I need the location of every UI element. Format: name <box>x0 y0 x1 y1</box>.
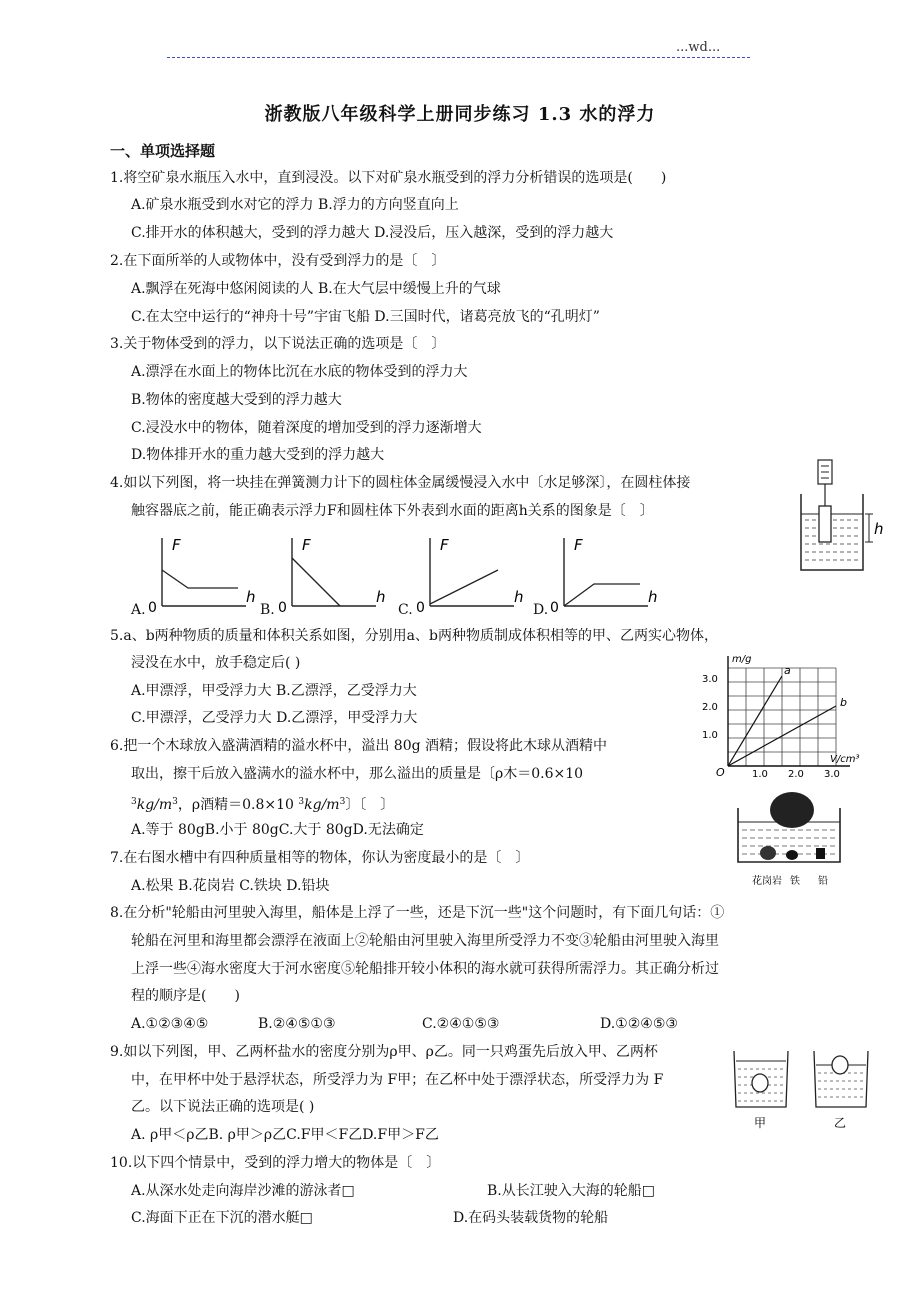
q4-stem-line2: 触容器底之前，能正确表示浮力F和圆柱体下外表到水面的距离h关系的图象是〔 〕 <box>131 503 654 519</box>
q5-options-ab: A.甲漂浮，甲受浮力大 B.乙漂浮，乙受浮力大 <box>131 683 417 699</box>
q9-line3: 乙。以下说法正确的选项是( ) <box>131 1099 315 1115</box>
q5-xtick-2: 2.0 <box>788 769 804 780</box>
q8-option-c: C.②④①⑤③ <box>422 1016 500 1032</box>
q8-option-a: A.①②③④⑤ <box>131 1016 209 1032</box>
q9-options: A. ρ甲＜ρ乙B. ρ甲＞ρ乙C.F甲＜F乙D.F甲＞F乙 <box>131 1127 439 1143</box>
q4-graph-c <box>414 530 534 616</box>
q6-text-mid: ，ρ酒精＝0.8×10 <box>177 797 299 813</box>
q4-graph-a <box>146 530 266 616</box>
q4c-o: 0 <box>416 600 425 616</box>
q7-fig-granite: 花岗岩 <box>752 876 782 887</box>
q3-option-c: C.浸没水中的物体，随着深度的增加受到的浮力逐渐增大 <box>131 420 482 436</box>
q4-graph-b <box>276 530 396 616</box>
q6-stem-line1: 6.把一个木球放入盛满酒精的溢水杯中，溢出 80g 酒精；假设将此木球从酒精中 <box>110 738 608 754</box>
q6-exp-2: 3 <box>172 797 178 807</box>
q8-line1: 8.在分析"轮船由河里驶入海里，船体是上浮了一些，还是下沉一些"这个问题时，有下面几句话：① <box>110 905 725 921</box>
q4d-o: 0 <box>550 600 559 616</box>
q4-fig-h-label: h <box>874 520 884 538</box>
q1-options-ab: A.矿泉水瓶受到水对它的浮力 B.浮力的方向竖直向上 <box>131 197 459 213</box>
q6-unit-2: kg/m <box>304 797 340 813</box>
q7-options: A.松果 B.花岗岩 C.铁块 D.铅块 <box>131 878 330 894</box>
q5-ytick-1: 1.0 <box>702 730 718 741</box>
q6-unit-1: kg/m <box>136 797 173 813</box>
section-heading: 一、单项选择题 <box>110 142 216 160</box>
q5-ytick-2: 2.0 <box>702 702 718 713</box>
q1-stem: 1.将空矿泉水瓶压入水中，直到浸没。以下对矿泉水瓶受到的浮力分析错误的选项是( ) <box>110 170 667 186</box>
q10-stem: 10.以下四个情景中，受到的浮力增大的物体是〔 〕 <box>110 1155 441 1171</box>
q4b-o: 0 <box>278 600 287 616</box>
q4-label-a: A. <box>131 602 146 618</box>
q4-label-b: B. <box>260 602 275 618</box>
q10-option-d: D.在码头装载货物的轮船 <box>453 1210 609 1226</box>
q8-option-b: B.②④⑤①③ <box>258 1016 336 1032</box>
q8-line4: 程的顺序是( ) <box>131 988 240 1004</box>
q10-option-a: A.从深水处走向海岸沙滩的游泳者□ <box>131 1183 355 1199</box>
q6-stem-line3 <box>131 792 394 815</box>
q7-water-tank-figure <box>730 780 850 890</box>
lead-icon <box>816 848 825 859</box>
q3-option-b: B.物体的密度越大受到的浮力越大 <box>131 392 342 408</box>
q5-series-a: a <box>784 664 791 677</box>
q4a-h: h <box>246 588 256 606</box>
q6-exp-4: 3 <box>339 797 346 807</box>
q5-series-b: b <box>840 696 847 709</box>
q9-line1: 9.如以下列图，甲、乙两杯盐水的密度分别为ρ甲、ρ乙。同一只鸡蛋先后放入甲、乙两杯 <box>110 1044 658 1060</box>
q4-label-d: D. <box>533 602 549 618</box>
q8-line2: 轮船在河里和海里都会漂浮在液面上②轮船由河里驶入海里所受浮力不变③轮船由河里驶入海里 <box>131 933 719 949</box>
header-dashed-line <box>167 57 750 58</box>
header-mark: ...wd... <box>676 40 721 55</box>
q5-options-cd: C.甲漂浮，乙受浮力大 D.乙漂浮，甲受浮力大 <box>131 710 418 726</box>
q4-stem-line1: 4.如以下列图，将一块挂在弹簧测力计下的圆柱体金属缓慢浸入水中〔水足够深〕，在圆柱体接 <box>110 475 691 491</box>
q6-exp-3: 3 <box>298 797 305 807</box>
q7-fig-lead: 铅 <box>818 876 828 887</box>
q5-xlabel: V/cm³ <box>830 754 860 765</box>
q5-xtick-3: 3.0 <box>824 769 840 780</box>
q9-fig-label-yi: 乙 <box>834 1116 847 1130</box>
q4c-h: h <box>514 588 524 606</box>
q2-stem: 2.在下面所举的人或物体中，没有受到浮力的是〔 〕 <box>110 253 446 269</box>
q5-stem-line1: 5.a、b两种物质的质量和体积关系如图，分别用a、b两种物质制成体积相等的甲、乙两实心物体， <box>110 628 718 644</box>
page-title: 浙教版八年级科学上册同步练习 1.3 水的浮力 <box>264 104 656 125</box>
q5-xtick-1: 1.0 <box>752 769 768 780</box>
q5-origin: O <box>716 766 725 779</box>
q7-fig-iron: 铁 <box>790 876 800 887</box>
q4d-f: F <box>574 536 583 554</box>
q6-options: A.等于 80gB.小于 80gC.大于 80gD.无法确定 <box>131 822 424 838</box>
granite-icon <box>760 846 776 860</box>
q4a-f: F <box>172 536 181 554</box>
pinecone-icon <box>770 792 814 828</box>
q6-stem-line2: 取出，擦干后放入盛满水的溢水杯中，那么溢出的质量是〔ρ木＝0.6×10 <box>131 766 584 782</box>
q10-option-c: C.海面下正在下沉的潜水艇□ <box>131 1210 313 1226</box>
egg-icon <box>832 1056 848 1074</box>
q4c-f: F <box>440 536 449 554</box>
q5-ytick-3: 3.0 <box>702 674 718 685</box>
q5-ylabel: m/g <box>732 654 752 665</box>
q10-option-b: B.从长江驶入大海的轮船□ <box>487 1183 655 1199</box>
egg-icon <box>752 1074 768 1092</box>
q4b-f: F <box>302 536 311 554</box>
q5-mass-volume-graph <box>700 650 860 780</box>
q4-beaker-figure <box>795 458 887 578</box>
q8-line3: 上浮一些④海水密度大于河水密度⑤轮船排开较小体积的海水就可获得所需浮力。其正确分析过 <box>131 961 719 977</box>
q2-options-cd: C.在太空中运行的“神舟十号”宇宙飞船 D.三国时代，诸葛亮放飞的“孔明灯” <box>131 309 600 325</box>
q1-options-cd: C.排开水的体积越大，受到的浮力越大 D.浸没后，压入越深，受到的浮力越大 <box>131 225 614 241</box>
q6-exp-1: 3 <box>131 797 137 807</box>
q4-label-c: C. <box>398 602 413 618</box>
q6-text-end: 〕〔 〕 <box>345 797 395 813</box>
q4b-h: h <box>376 588 386 606</box>
q3-option-d: D.物体排开水的重力越大受到的浮力越大 <box>131 447 385 463</box>
q8-option-d: D.①②④⑤③ <box>600 1016 678 1032</box>
q9-cups-figure <box>728 1045 878 1135</box>
q4a-o: 0 <box>148 600 157 616</box>
q2-options-ab: A.飘浮在死海中悠闲阅读的人 B.在大气层中缓慢上升的气球 <box>131 281 501 297</box>
iron-icon <box>786 850 798 860</box>
q3-option-a: A.漂浮在水面上的物体比沉在水底的物体受到的浮力大 <box>131 364 468 380</box>
q9-fig-label-jia: 甲 <box>754 1116 767 1130</box>
q9-line2: 中，在甲杯中处于悬浮状态，所受浮力为 F甲；在乙杯中处于漂浮状态，所受浮力为 F <box>131 1072 664 1088</box>
q5-stem-line2: 浸没在水中，放手稳定后( ) <box>131 655 301 671</box>
q3-stem: 3.关于物体受到的浮力，以下说法正确的选项是〔 〕 <box>110 336 446 352</box>
q7-stem: 7.在右图水槽中有四种质量相等的物体，你认为密度最小的是〔 〕 <box>110 850 530 866</box>
q4-graph-d <box>548 530 668 616</box>
q4d-h: h <box>648 588 658 606</box>
